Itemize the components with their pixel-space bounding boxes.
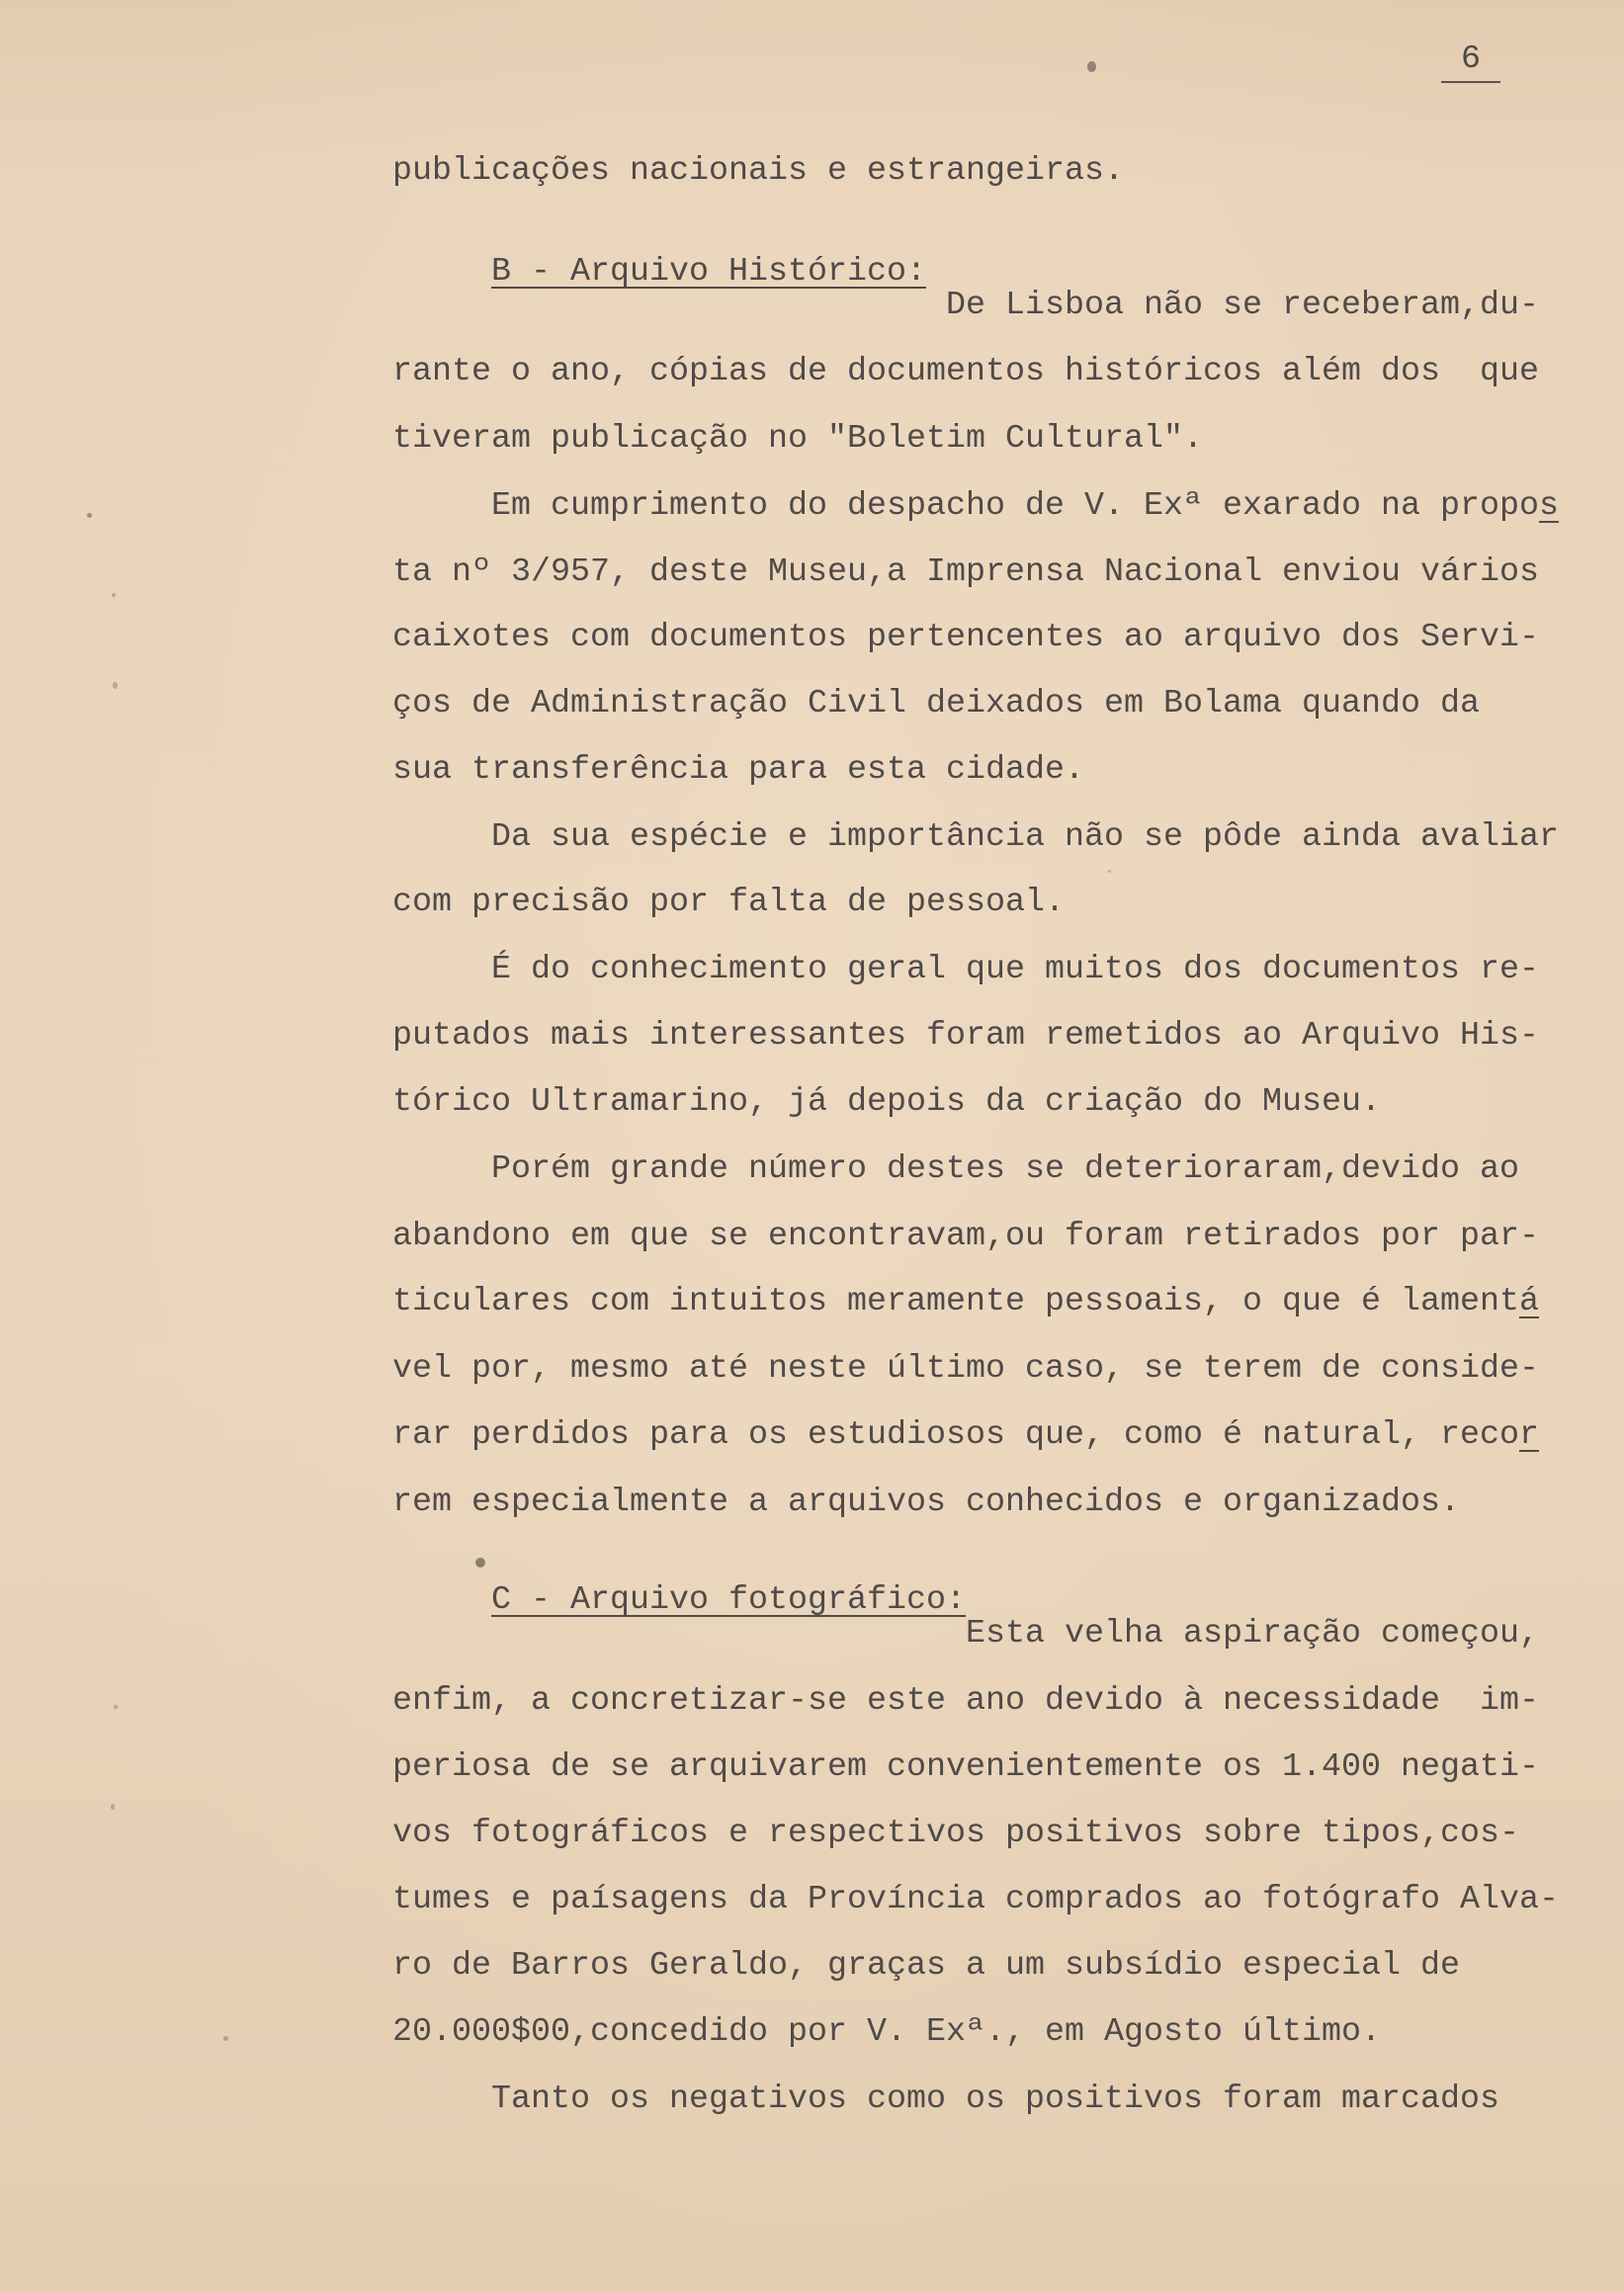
text-line: rem especialmente a arquivos conhecidos e organizados. [392,1484,1461,1521]
text-line: ro de Barros Geraldo, graças a um subsídio especial de [392,1947,1461,1985]
paper-speck [475,1558,485,1568]
text-line: com precisão por falta de pessoal. [392,884,1066,921]
text-segment: rar perdidos para os estudiosos que, como é natural, reco [392,1416,1520,1454]
text-line: De Lisboa não se receberam,du- [946,287,1540,324]
text-line: putados mais interessantes foram remetidos ao Arquivo His- [392,1017,1540,1055]
paper-speck [112,593,116,597]
text-segment: ticulares com intuitos meramente pessoais, o que é lament [392,1283,1520,1320]
text-line [392,1413,1539,1457]
paper-speck [113,682,118,689]
section-heading-c: C - Arquivo fotográfico: [491,1581,967,1619]
page-number: 6 [1441,38,1500,83]
text-line: enfim, a concretizar-se este ano devido à necessidade im- [392,1682,1540,1720]
paper-speck [1108,870,1111,873]
underlined-character: s [1539,487,1560,525]
text-line: tumes e paísagens da Província comprados ao fotógrafo Alva- [392,1881,1560,1918]
text-line: rante o ano, cópias de documentos históricos além dos que [392,353,1540,390]
text-segment: Em cumprimento do despacho de V. Exª exarado na propo [491,487,1540,525]
paper-speck [1087,61,1096,72]
text-line: 20.000$00,concedido por V. Exª., em Agosto último. [392,2013,1382,2051]
text-line [491,484,1559,528]
text-line: periosa de se arquivarem convenientemente os 1.400 negati- [392,1748,1540,1786]
text-line: tórico Ultramarino, já depois da criação do Museu. [392,1083,1382,1121]
underlined-character: á [1519,1283,1540,1320]
underlined-character: r [1519,1416,1540,1454]
text-line: publicações nacionais e estrangeiras. [392,152,1125,190]
paper-speck [114,1705,118,1709]
text-line: ços de Administração Civil deixados em Bolama quando da [392,685,1481,722]
paper-speck [111,1804,115,1810]
section-heading-b: B - Arquivo Histórico: [491,253,927,291]
text-line: sua transferência para esta cidade. [392,751,1085,789]
text-line: Esta velha aspiração começou, [966,1615,1540,1653]
text-line: Da sua espécie e importância não se pôde ainda avaliar [491,818,1560,856]
paper-speck [223,2036,228,2041]
text-line: abandono em que se encontravam,ou foram retirados por par- [392,1218,1540,1255]
text-line: vos fotográficos e respectivos positivos sobre tipos,cos- [392,1815,1520,1852]
text-line: vel por, mesmo até neste último caso, se terem de conside- [392,1350,1540,1388]
text-line: caixotes com documentos pertencentes ao arquivo dos Servi- [392,619,1540,656]
text-line: Tanto os negativos como os positivos foram marcados [491,2081,1500,2118]
text-line: É do conhecimento geral que muitos dos documentos re- [491,951,1540,988]
text-line: ta nº 3/957, deste Museu,a Imprensa Nacional enviou vários [392,553,1540,591]
paper-speck [87,513,92,518]
text-line [392,1280,1539,1323]
text-line: tiveram publicação no "Boletim Cultural". [392,420,1204,458]
text-line: Porém grande número destes se deterioraram,devido ao [491,1150,1520,1188]
